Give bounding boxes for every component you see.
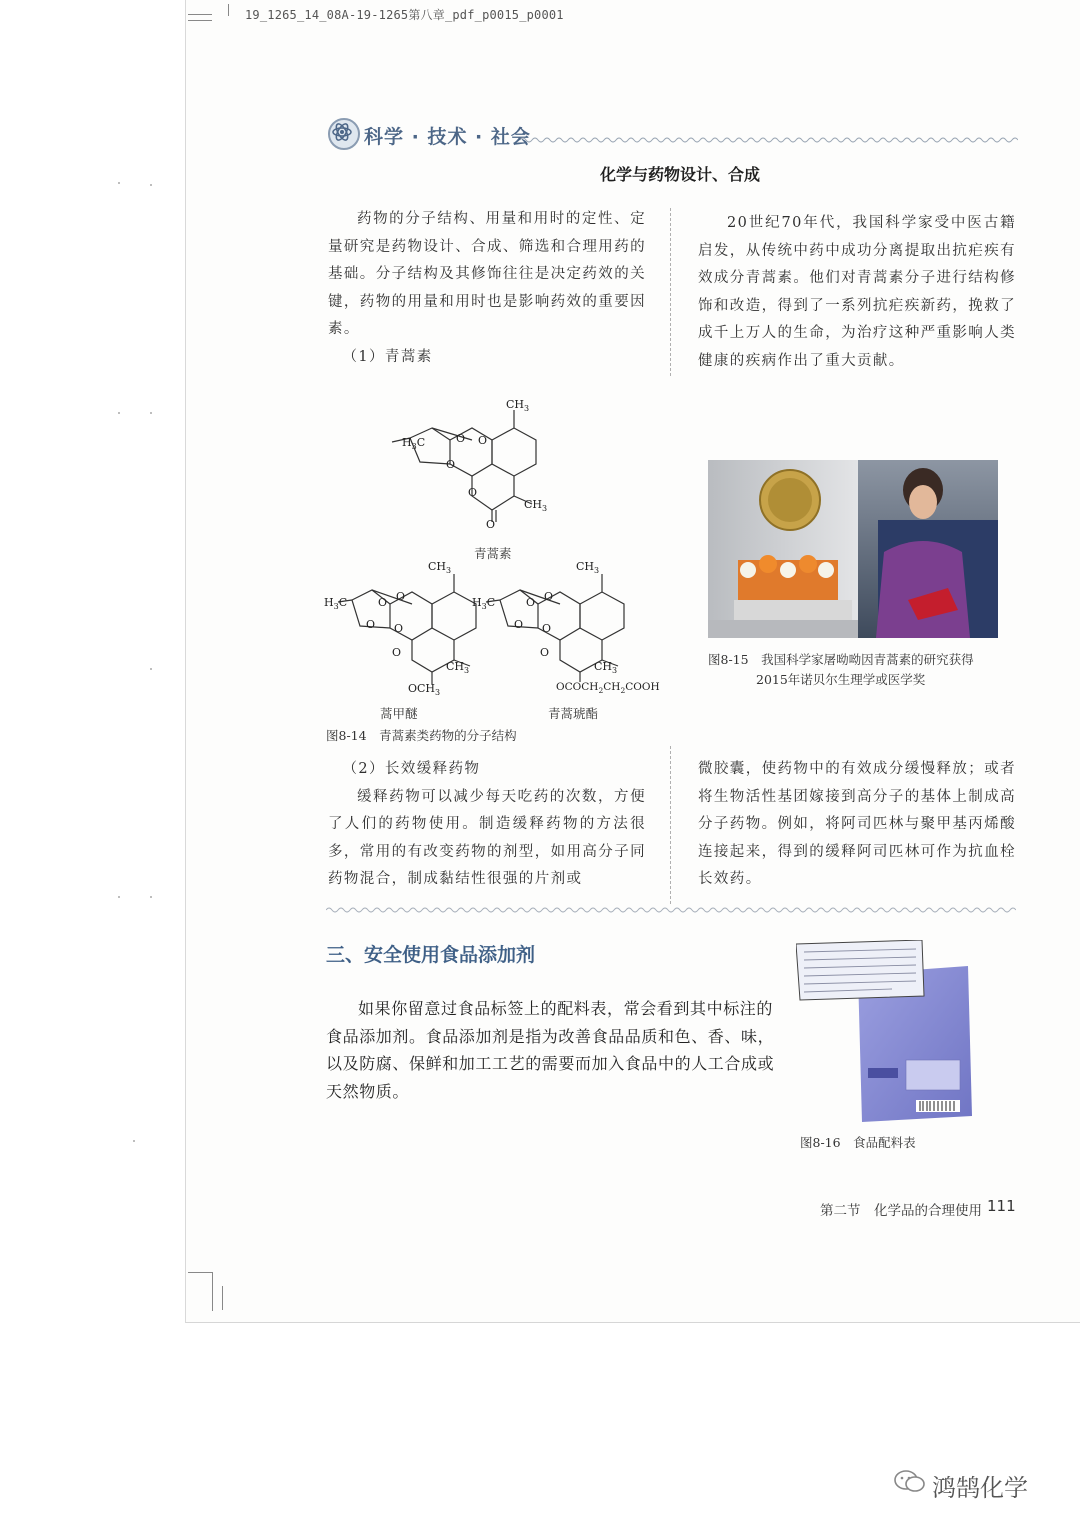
- scan-speck: [150, 668, 152, 670]
- figure-8-16-caption: 图8-16 食品配料表: [800, 1135, 916, 1150]
- bond: [432, 428, 472, 440]
- scan-speck: [118, 182, 120, 184]
- wavy-rule-bottom: [326, 906, 1016, 914]
- subheading-artemisinin: （1）青蒿素: [342, 348, 433, 365]
- atom-label: O: [446, 458, 456, 471]
- left-column-1: [328, 206, 646, 371]
- sts-section-header: [328, 118, 1018, 152]
- atom-label: $H_3C$: [402, 436, 426, 451]
- scan-speck: [118, 412, 120, 414]
- atom-label: $OCOCH_2CH_2COOH$: [556, 681, 660, 695]
- molecule-name-artemisinin: 青蒿素: [474, 546, 512, 561]
- atom-icon: [328, 118, 360, 150]
- crop-mark-bottom-left: [188, 1272, 213, 1311]
- atom-label: O: [394, 622, 404, 635]
- sts-section-title: 科学 · 技术 · 社会: [364, 126, 531, 148]
- atom-label: $CH_3$: [428, 560, 452, 575]
- atom-label: $CH_3$: [446, 660, 470, 675]
- watermark-text: 鸿鹄化学: [932, 1474, 1028, 1502]
- right-column-2: [698, 756, 1016, 894]
- atom-label: O: [514, 618, 524, 631]
- paragraph: 20世纪70年代，我国科学家受中医古籍启发，从传统中药中成功分离提取出抗疟疾有效成分青蒿素。他们对青蒿素分子进行结构修饰和改造，得到了一系列抗疟疾新药，挽救了成千上万人的生命，为治疗这种严重影响人类健康的疾病作出了重大贡献。: [698, 215, 1016, 369]
- file-label: 19_1265_14_08A-19-1265第八章_pdf_p0015_p0001: [245, 8, 564, 22]
- atom-label: O: [540, 646, 550, 659]
- atom-label: O: [468, 486, 478, 499]
- atom-label: O: [378, 596, 388, 609]
- atom-label: $CH_3$: [576, 560, 600, 575]
- paragraph: 缓释药物可以减少每天吃药的次数，方便了人们的药物使用。制造缓释药物的方法很多，常用的有改变药物的剂型，如用高分子同药物混合，制成黏结性很强的片剂或: [328, 788, 646, 887]
- body-text: [326, 995, 782, 1105]
- scan-speck: [118, 896, 120, 898]
- wechat-icon: [893, 1468, 927, 1494]
- figure-8-15-caption-line1: 图8-15 我国科学家屠呦呦因青蒿素的研究获得: [708, 652, 974, 667]
- wavy-rule: [520, 136, 1018, 144]
- right-column-1: [698, 210, 1016, 375]
- ring: [492, 428, 536, 476]
- atom-label: O: [542, 622, 552, 635]
- atom-label: O: [478, 434, 488, 447]
- food-ingredient-label-photo: [796, 940, 976, 1126]
- scan-speck: [150, 412, 152, 414]
- atom-label: $OCH_3$: [408, 682, 441, 697]
- crop-mark-top-left-2: [188, 20, 212, 21]
- scan-speck: [150, 184, 152, 186]
- atom-label: $H_3C$: [472, 596, 496, 611]
- feature-title: 化学与药物设计、合成: [600, 165, 761, 184]
- atom-label: $H_3C$: [324, 596, 348, 611]
- atom-label: O: [396, 590, 406, 603]
- footer-section-text: 第二节 化学品的合理使用: [820, 1203, 982, 1219]
- atom-label: O: [456, 432, 466, 445]
- scan-speck: [150, 896, 152, 898]
- paragraph: 微胶囊，使药物中的有效成分缓慢释放；或者将生物活性基团嫁接到高分子的基体上制成高分子药物。例如，将阿司匹林与聚甲基丙烯酸连接起来，得到的缓释阿司匹林可作为抗血栓长效药。: [698, 761, 1016, 887]
- atom-label: $CH_3$: [524, 498, 548, 513]
- section-heading-food-additives: 三、安全使用食品添加剂: [326, 944, 536, 966]
- atom-label: $CH_3$: [506, 398, 530, 413]
- scan-speck: [133, 1140, 135, 1142]
- molecule-name-artemether: 蒿甲醚: [380, 706, 418, 721]
- crop-mark-top-tick: [228, 4, 229, 16]
- atom-label: O: [366, 618, 376, 631]
- ring: [580, 592, 624, 640]
- page-number: 111: [987, 1197, 1016, 1215]
- column-divider: [670, 208, 671, 376]
- atom-label: $CH_3$: [594, 660, 618, 675]
- bond: [472, 476, 514, 510]
- atom-label: O: [544, 590, 554, 603]
- subheading-sustained-release: （2）长效缓释药物: [342, 761, 481, 777]
- atom-label: O: [526, 596, 536, 609]
- figure-8-14-caption: 图8-14 青蒿素类药物的分子结构: [326, 728, 517, 743]
- column-divider: [670, 746, 671, 904]
- paragraph: 药物的分子结构、用量和用时的定性、定量研究是药物设计、合成、筛选和合理用药的基础。分子结构及其修饰往往是决定药效的关键，药物的用量和用时也是影响药效的重要因素。: [328, 211, 646, 337]
- ring: [432, 592, 476, 640]
- paragraph: 如果你留意过食品标签上的配料表，常会看到其中标注的食品添加剂。食品添加剂是指为改善食品品质和色、香、味，以及防腐、保鲜和加工工艺的需要而加入食品中的人工合成或天然物质。: [326, 999, 775, 1101]
- crop-mark-top-left: [188, 0, 212, 15]
- atom-label: O: [392, 646, 402, 659]
- molecule-name-artesunate: 青蒿琥酯: [548, 706, 599, 721]
- atom-label: O: [486, 518, 496, 531]
- crop-mark-bottom-tick: [222, 1286, 223, 1310]
- figure-8-15-caption-line2: 2015年诺贝尔生理学或医学奖: [756, 672, 926, 687]
- nobel-prize-photo: [708, 460, 998, 638]
- left-column-2: [328, 756, 646, 894]
